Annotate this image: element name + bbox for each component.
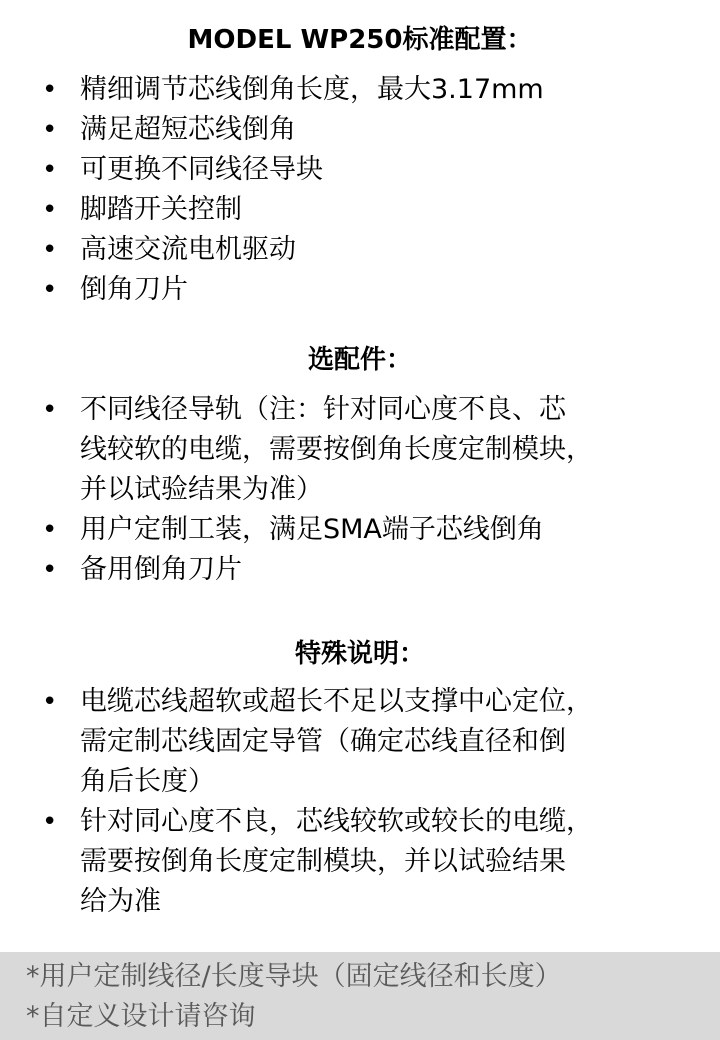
list-item-text: 脚踏开关控制	[80, 194, 242, 225]
list-item	[0, 230, 720, 270]
list-item-text: 满足超短芯线倒角	[80, 114, 296, 145]
list-item-text: 高速交流电机驱动	[80, 234, 296, 265]
list-item	[0, 550, 720, 590]
list-item-text: 需定制芯线固定导管（确定芯线直径和倒	[80, 726, 566, 757]
bullet-icon: •	[42, 235, 58, 265]
list-item	[0, 270, 720, 310]
list-item	[0, 682, 720, 802]
list-item-text: 电缆芯线超软或超长不足以支撑中心定位，	[80, 686, 593, 717]
list-item-text: 线较软的电缆，需要按倒角长度定制模块，	[80, 434, 593, 465]
list-item	[0, 70, 720, 110]
bullet-icon: •	[42, 75, 58, 105]
special-notes-list	[0, 682, 720, 922]
footer-band	[0, 952, 720, 1040]
list-item-text: 针对同心度不良，芯线较软或较长的电缆，	[80, 806, 593, 837]
list-item-text: 不同线径导轨（注：针对同心度不良、芯	[80, 394, 566, 425]
bullet-icon: •	[42, 515, 58, 545]
list-item	[0, 390, 720, 510]
bullet-icon: •	[42, 807, 58, 837]
list-item	[0, 510, 720, 550]
optional-accessories-list	[0, 390, 720, 590]
list-item-text: 可更换不同线径导块	[80, 154, 323, 185]
special-notes-title: 特殊说明：	[294, 639, 425, 669]
list-item-text: 并以试验结果为准）	[80, 474, 323, 505]
list-item-text: 角后长度）	[80, 766, 215, 797]
bullet-icon: •	[42, 115, 58, 145]
list-item-text: 倒角刀片	[80, 274, 188, 305]
bullet-icon: •	[42, 155, 58, 185]
list-item-text: 用户定制工装，满足SMA端子芯线倒角	[80, 514, 544, 545]
list-item	[0, 190, 720, 230]
bullet-icon: •	[42, 687, 58, 717]
bullet-icon: •	[42, 195, 58, 225]
standard-config-list	[0, 70, 720, 310]
list-item-text: 需要按倒角长度定制模块，并以试验结果	[80, 846, 566, 877]
bullet-icon: •	[42, 555, 58, 585]
footer-note-custom-design: *自定义设计请咨询	[26, 1001, 256, 1032]
list-item-text: 精细调节芯线倒角长度，最大3.17mm	[80, 74, 544, 105]
bullet-icon: •	[42, 275, 58, 305]
list-item	[0, 150, 720, 190]
optional-accessories-title: 选配件：	[307, 345, 412, 375]
list-item-text: 备用倒角刀片	[80, 554, 242, 585]
list-item	[0, 802, 720, 922]
footer-note-custom-guide: *用户定制线径/长度导块（固定线径和长度）	[26, 961, 562, 992]
list-item	[0, 110, 720, 150]
list-item-text: 给为准	[80, 886, 161, 917]
standard-config-title: MODEL WP250标准配置：	[187, 25, 533, 55]
bullet-icon: •	[42, 395, 58, 425]
